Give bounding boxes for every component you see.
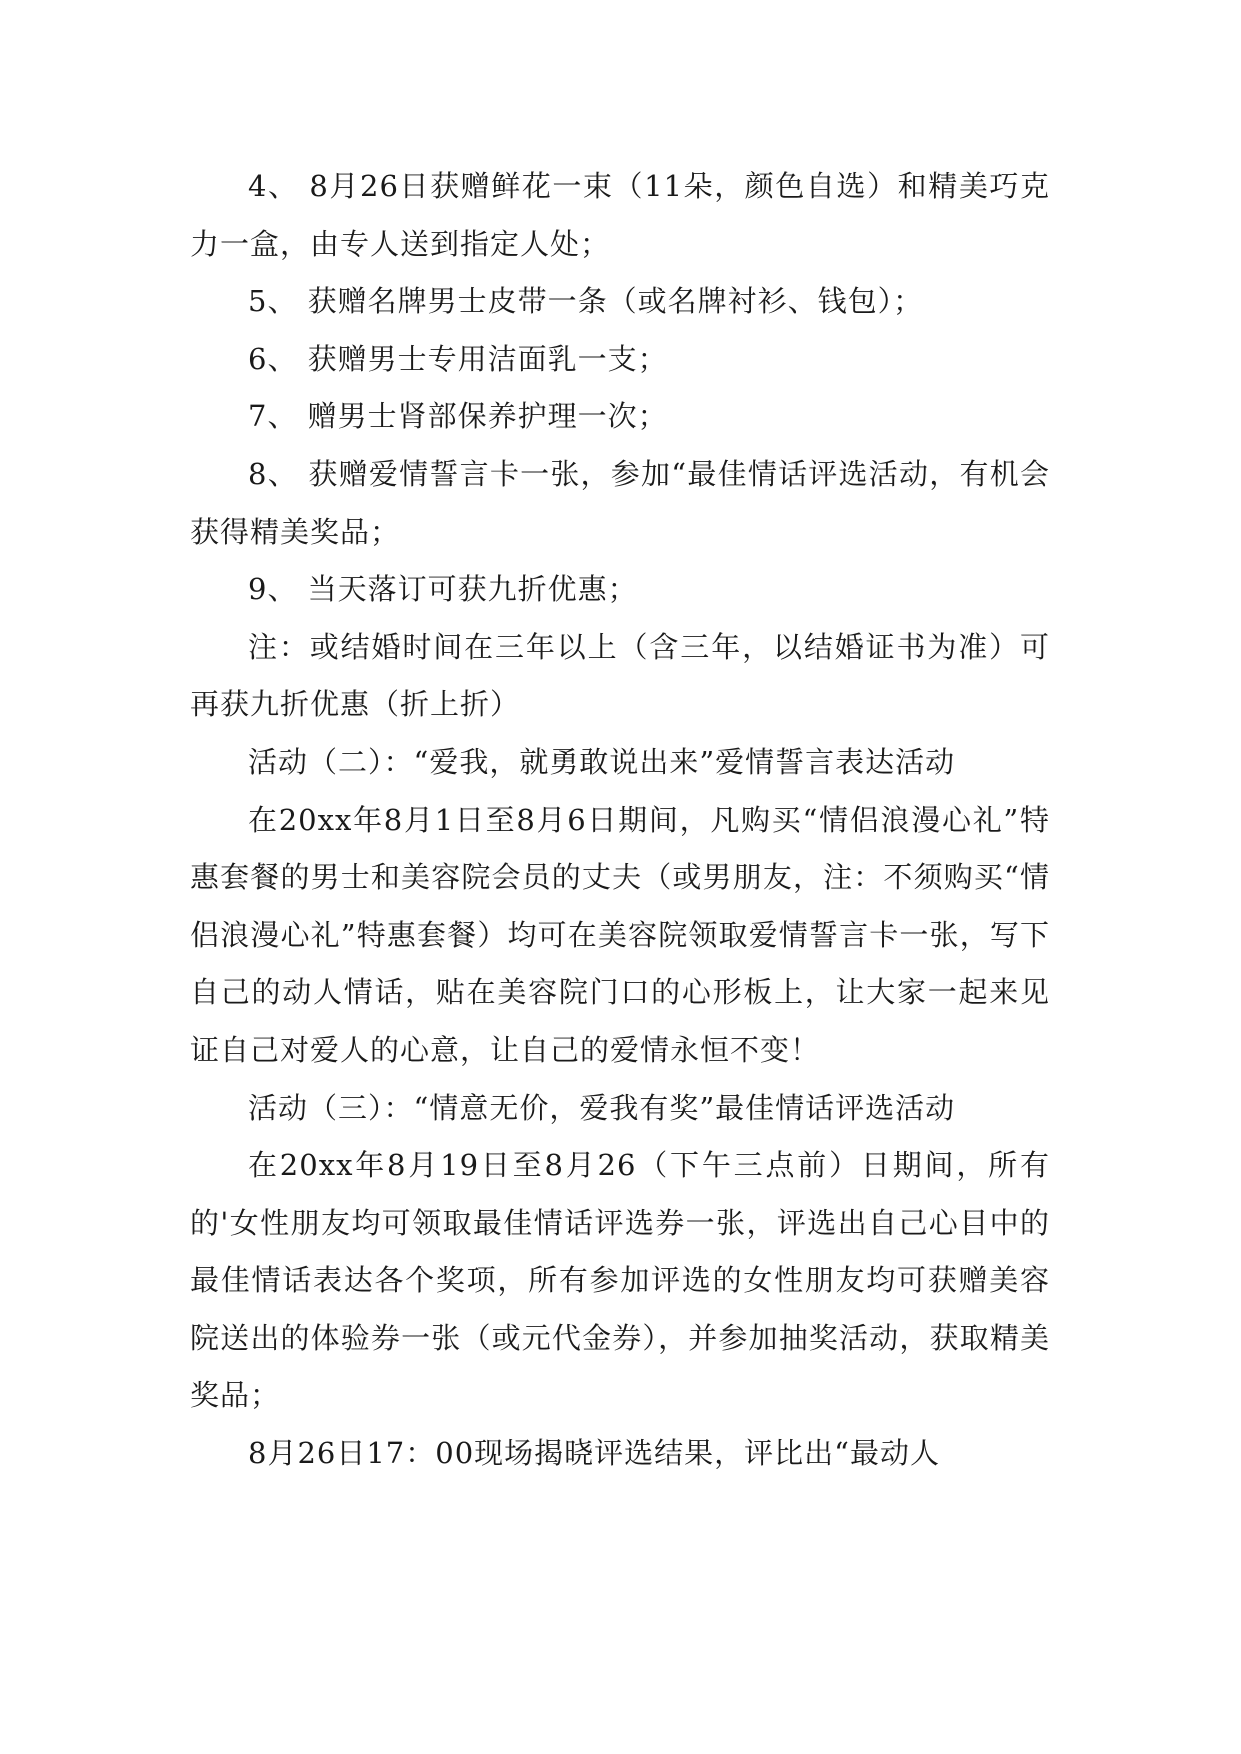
paragraph-item-7: 7、 赠男士肾部保养护理一次；: [248, 399, 668, 434]
paragraph-note: 注：或结婚时间在三年以上（含三年，以结婚证书为准）可再获九折优惠（折上折）: [190, 629, 1050, 722]
document-body: [190, 158, 1050, 1483]
paragraph-item-6: 6、 获赠男士专用洁面乳一支；: [248, 341, 668, 376]
activity-three-body: 在20xx年8月19日至8月26（下午三点前）日期间，所有的'女性朋友均可领取最佳情话评选券一张，评选出自己心目中的最佳情话表达各个奖项，所有参加评选的女性朋友均可获赠美容院送出的体验券一张（或元代金券），并参加抽奖活动，获取精美奖品；: [190, 1148, 1050, 1413]
paragraph-item-4: 4、 8月26日获赠鲜花一束（11朵，颜色自选）和精美巧克力一盒，由专人送到指定人处；: [190, 169, 1050, 261]
activity-three-heading: 活动（三）：“情意无价，爱我有奖”最佳情话评选活动: [248, 1090, 956, 1125]
paragraph-item-8: 8、 获赠爱情誓言卡一张，参加“最佳情话评选活动，有机会获得精美奖品；: [190, 456, 1050, 549]
paragraph-item-5: 5、 获赠名牌男士皮带一条（或名牌衬衫、钱包）；: [248, 284, 924, 319]
activity-two-heading: 活动（二）：“爱我，就勇敢说出来”爱情誓言表达活动: [248, 744, 956, 779]
results-paragraph: 8月26日17：00现场揭晓评选结果，评比出“最动人: [248, 1436, 940, 1471]
paragraph-item-9: 9、 当天落订可获九折优惠；: [248, 572, 638, 607]
activity-two-body: 在20xx年8月1日至8月6日期间，凡购买“情侣浪漫心礼”特惠套餐的男士和美容院会员的丈夫（或男朋友，注：不须购买“情侣浪漫心礼”特惠套餐）均可在美容院领取爱情誓言卡一张，写下自己的动人情话，贴在美容院门口的心形板上，让大家一起来见证自己对爱人的心意，让自己的爱情永恒不变！: [190, 802, 1050, 1067]
